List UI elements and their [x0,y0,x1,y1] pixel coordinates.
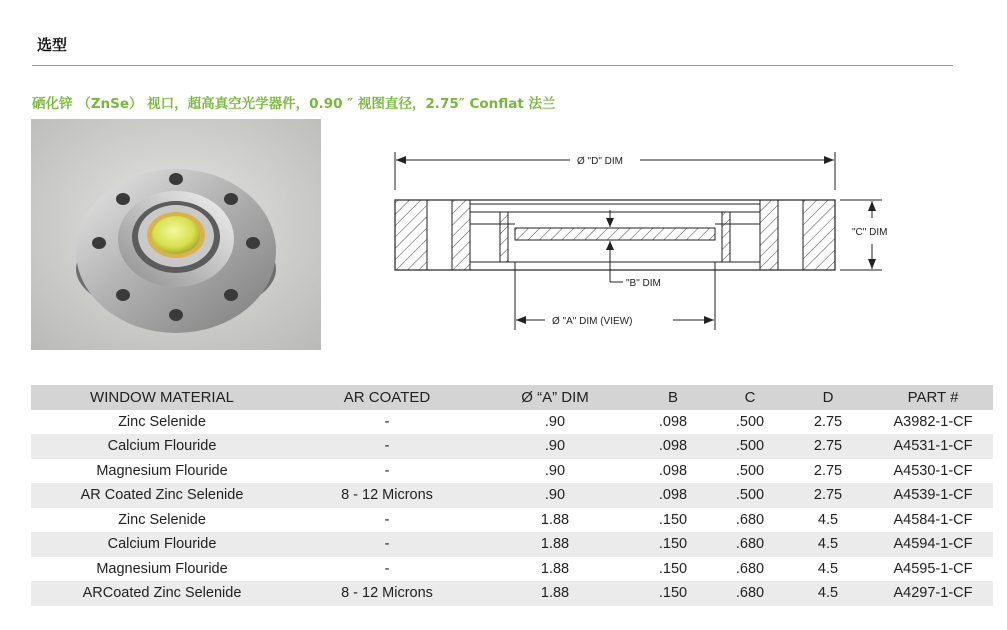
cell-material: AR Coated Zinc Selenide [31,483,293,508]
cell-d: 4.5 [817,511,839,528]
cell-a-dim: 1.88 [540,511,570,528]
cell-a-dim: .90 [481,434,629,459]
cell-c: .680 [735,560,765,577]
cell-d: 4.5 [817,560,839,577]
cell-material: Magnesium Flouride [96,462,228,479]
table-row [31,434,993,459]
cell-c: .680 [717,532,783,557]
cell-b: .150 [658,511,688,528]
dimension-drawing [390,140,910,340]
cell-part-number: A4531-1-CF [873,434,993,459]
header-window-material: WINDOW MATERIAL [31,385,293,410]
cell-d: 2.75 [783,483,873,508]
cell-d: 4.5 [783,532,873,557]
d-dim-label: Ø "D" DIM [577,156,623,167]
table-row [31,483,993,508]
table-row [31,557,993,582]
table-row [31,532,993,557]
cell-ar-coated: - [384,462,390,479]
header-a-dim: Ø “A” DIM [481,385,629,410]
header-d: D [783,385,873,410]
cell-part-number: A4595-1-CF [893,560,973,577]
cell-ar-coated: - [384,413,390,430]
header-ar-coated: AR COATED [293,385,481,410]
header-part-number: PART # [873,385,993,410]
product-title: 硒化锌 （ZnSe） 视口，超高真空光学器件，0.90 ″ 视图直径，2.75″ Conflat 法兰 [32,96,556,112]
cell-a-dim: .90 [481,483,629,508]
table-row [31,459,993,484]
cell-part-number: A4539-1-CF [873,483,993,508]
cell-ar-coated: 8 - 12 Microns [293,483,481,508]
cell-c: .680 [717,581,783,606]
cell-material: Magnesium Flouride [96,560,228,577]
cell-material: Calcium Flouride [31,434,293,459]
cell-c: .500 [735,462,765,479]
cell-c: .500 [717,483,783,508]
cell-material: Calcium Flouride [31,532,293,557]
cell-a-dim: .90 [544,462,566,479]
a-dim-label: Ø "A" DIM (VIEW) [552,316,633,327]
cell-c: .680 [735,511,765,528]
cell-b: .150 [658,560,688,577]
cell-part-number: A4584-1-CF [893,511,973,528]
cell-b: .098 [658,462,688,479]
cell-part-number: A4297-1-CF [873,581,993,606]
section-title: 选型 [37,36,68,54]
header-c: C [717,385,783,410]
cell-d: 2.75 [813,413,843,430]
cell-a-dim: 1.88 [481,532,629,557]
product-photo [31,119,321,350]
b-dim-label: "B" DIM [626,278,661,289]
header-b: B [629,385,717,410]
cell-ar-coated: - [293,434,481,459]
cell-ar-coated: 8 - 12 Microns [293,581,481,606]
cell-part-number: A4594-1-CF [873,532,993,557]
cell-d: 2.75 [783,434,873,459]
cell-b: .150 [629,532,717,557]
table-row [31,581,993,606]
cell-c: .500 [735,413,765,430]
cell-ar-coated: - [293,532,481,557]
cell-material: ARCoated Zinc Selenide [31,581,293,606]
cell-c: .500 [717,434,783,459]
cell-d: 4.5 [783,581,873,606]
cell-ar-coated: - [384,511,390,528]
divider [32,65,953,66]
c-dim-label: "C" DIM [852,227,888,238]
cell-a-dim: 1.88 [481,581,629,606]
cell-a-dim: 1.88 [540,560,570,577]
cell-b: .098 [629,483,717,508]
specification-table [31,385,993,606]
cell-a-dim: .90 [544,413,566,430]
cell-material: Zinc Selenide [118,413,206,430]
cell-ar-coated: - [384,560,390,577]
table-row [31,410,993,435]
table-header-row [31,385,993,410]
table-row [31,508,993,533]
cell-part-number: A4530-1-CF [893,462,973,479]
cell-material: Zinc Selenide [118,511,206,528]
cell-d: 2.75 [813,462,843,479]
cell-b: .150 [629,581,717,606]
cell-b: .098 [658,413,688,430]
cell-b: .098 [629,434,717,459]
cell-part-number: A3982-1-CF [893,413,973,430]
